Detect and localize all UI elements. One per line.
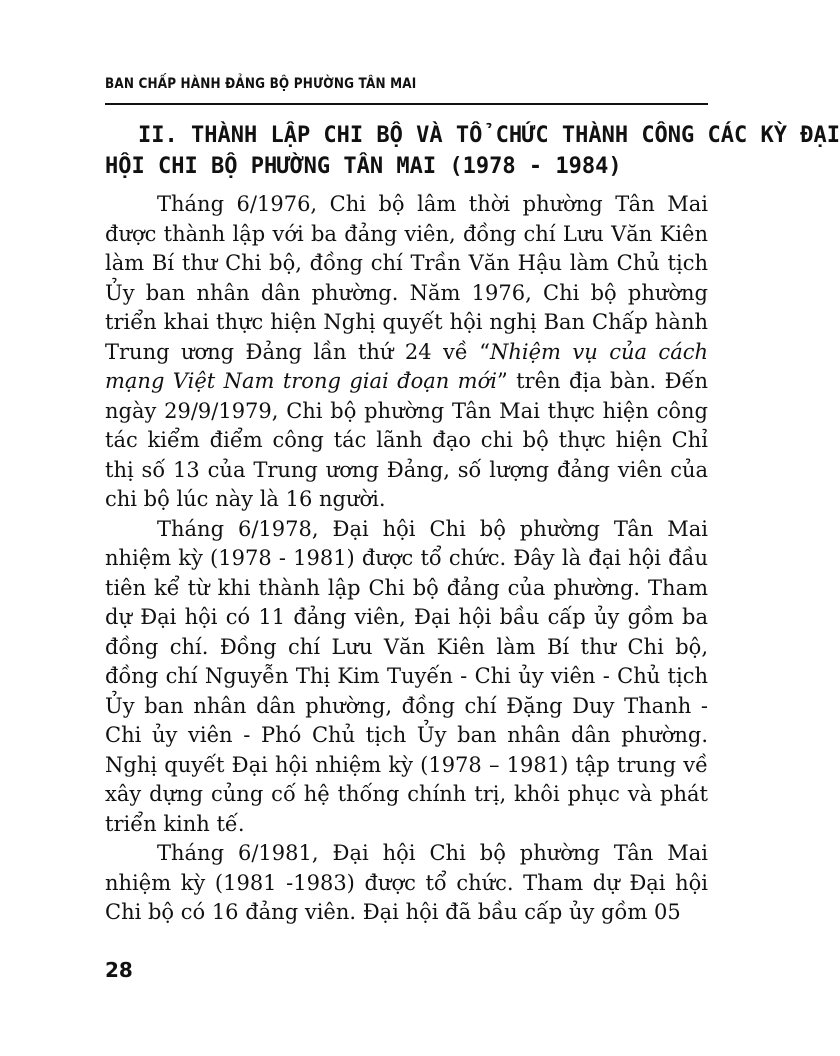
paragraph-1-text-a: Tháng 6/1976, Chi bộ lâm thời phường Tân Mai được thành lập với ba đảng viên, đồng chí Lưu Văn Kiên làm Bí thư Chi bộ, đồng chí Trần Văn Hậu làm Chủ tịch Ủy ban nhân dân phường. Năm 1976, Chi bộ phường triển khai thực hiện Nghị quyết hội nghị Ban Chấp hành Trung ương Đảng lần thứ 24 về “ — [105, 192, 708, 364]
paragraph-1-text-b: ” trên địa bàn. Đến ngày 29/9/1979, Chi bộ phường Tân Mai thực hiện công tác kiểm điểm công tác lãnh đạo chi bộ thực hiện Chỉ thị số 13 của Trung ương Đảng, số lượng đảng viên của chi bộ lúc này là 16 người. — [105, 369, 709, 511]
paragraph-3: Tháng 6/1981, Đại hội Chi bộ phường Tân Mai nhiệm kỳ (1981 -1983) được tổ chức. Tham dự Đại hội Chi bộ có 16 đảng viên. Đại hội đã bầu cấp ủy gồm 05 — [105, 841, 708, 924]
resolution-title-quote: Nhiệm vụ của cách mạng Việt Nam trong giai đoạn mới — [105, 339, 708, 393]
section-title-line-2: HỘI CHI BỘ PHƯỜNG TÂN MAI (1978 - 1984) — [105, 154, 622, 179]
body-text — [105, 190, 708, 928]
section-title — [105, 120, 840, 182]
paragraph-2: Tháng 6/1978, Đại hội Chi bộ phường Tân Mai nhiệm kỳ (1978 - 1981) được tổ chức. Đây là đại hội đầu tiên kể từ khi thành lập Chi bộ đảng của phường. Tham dự Đại hội có 11 đảng viên, Đại hội bầu cấp ủy gồm ba đồng chí. Đồng chí Lưu Văn Kiên làm Bí thư Chi bộ, đồng chí Nguyễn Thị Kim Tuyến - Chi ủy viên - Chủ tịch Ủy ban nhân dân phường, đồng chí Đặng Duy Thanh - Chi ủy viên - Phó Chủ tịch Ủy ban nhân dân phường. Nghị quyết Đại hội nhiệm kỳ (1978 – 1981) tập trung về xây dựng củng cố hệ thống chính trị, khôi phục và phát triển kinh tế. — [105, 516, 708, 836]
paragraph-1 — [105, 190, 708, 515]
section-title-line-1: II. THÀNH LẬP CHI BỘ VÀ TỔ CHỨC THÀNH CÔNG CÁC KỲ ĐẠI — [138, 123, 840, 148]
page-number: 28 — [105, 958, 133, 982]
running-head: BAN CHẤP HÀNH ĐẢNG BỘ PHƯỜNG TÂN MAI — [105, 76, 417, 92]
header-rule — [105, 103, 708, 105]
